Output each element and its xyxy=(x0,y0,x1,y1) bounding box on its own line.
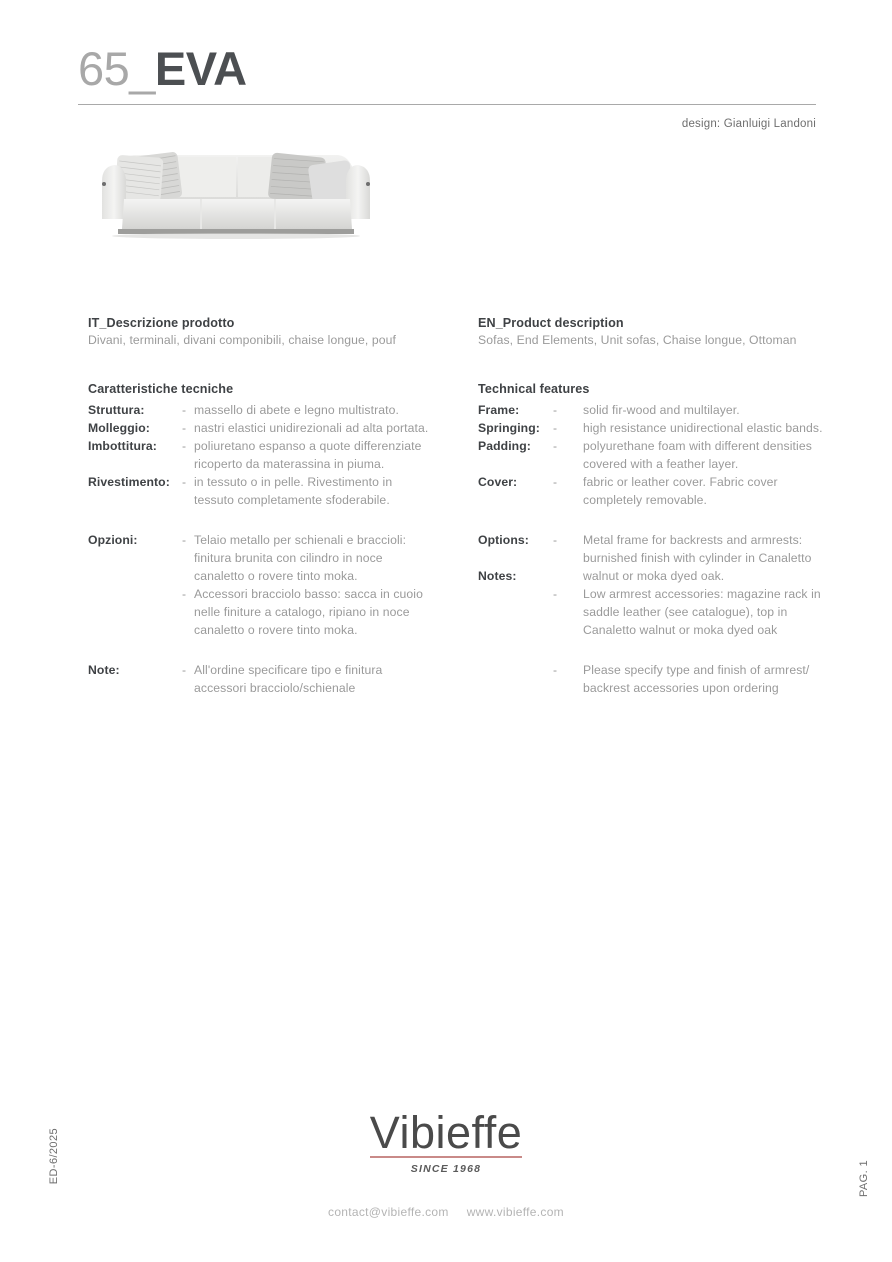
bullet-line: All'ordine specificare tipo e finitura xyxy=(194,663,383,677)
it-options-block xyxy=(88,531,460,639)
bullet-dash: - xyxy=(182,663,187,677)
bullet-dash: - xyxy=(182,587,187,601)
en-notes-body xyxy=(553,661,838,697)
logo-wordmark: Vibieffe xyxy=(369,1107,523,1158)
bullet-text xyxy=(194,661,460,697)
it-spec-dash: - xyxy=(182,403,187,417)
bullet-text xyxy=(583,531,838,585)
it-notes-block xyxy=(88,661,460,697)
it-notes-label: Note: xyxy=(88,663,120,677)
en-features-heading: Technical features xyxy=(478,382,590,396)
en-spec-dash: - xyxy=(553,403,558,417)
logo-tagline: SINCE 1968 xyxy=(410,1162,482,1175)
bullet-text xyxy=(583,585,838,639)
en-notes-label: Notes: xyxy=(478,569,517,583)
bullet-line: nelle finiture a catalogo, ripiano in noce xyxy=(194,605,410,619)
bullet-line: Canaletto walnut or moka dyed oak xyxy=(583,623,778,637)
en-options-body xyxy=(553,531,838,639)
bullet-dash: - xyxy=(553,663,558,677)
it-spec-line: tessuto completamente sfoderabile. xyxy=(194,493,390,507)
it-spec-line: massello di abete e legno multistrato. xyxy=(194,403,400,417)
en-option-bullet xyxy=(553,585,838,639)
bullet-line: canaletto o rovere tinto moka. xyxy=(194,623,358,637)
eva-sofa-image xyxy=(88,137,384,245)
en-spec-line: covered with a feather layer. xyxy=(583,457,739,471)
bullet-dash: - xyxy=(553,587,558,601)
spacer xyxy=(478,509,838,531)
en-spec-dash: - xyxy=(553,421,558,435)
spacer xyxy=(478,639,838,661)
en-section-subtitle: Sofas, End Elements, Unit sofas, Chaise longue, Ottoman xyxy=(478,333,797,347)
it-spec-row xyxy=(88,437,460,473)
bullet-line: burnished finish with cylinder in Canaletto xyxy=(583,551,812,565)
it-features-heading: Caratteristiche tecniche xyxy=(88,382,234,396)
en-spec-text xyxy=(583,473,838,509)
contact-website[interactable]: www.vibieffe.com xyxy=(466,1204,564,1219)
bullet-line: accessori bracciolo/schienale xyxy=(194,681,356,695)
en-spec-dash: - xyxy=(553,475,558,489)
en-spec-row xyxy=(478,419,838,437)
it-spec-label: Rivestimento: xyxy=(88,475,170,489)
bullet-line: canaletto o rovere tinto moka. xyxy=(194,569,358,583)
header-divider xyxy=(78,104,816,105)
it-spec-dash: - xyxy=(182,421,187,435)
bullet-dash: - xyxy=(182,533,187,547)
bullet-line: finitura brunita con cilindro in noce xyxy=(194,551,383,565)
en-spec-label: Springing: xyxy=(478,421,540,435)
spacer xyxy=(88,639,460,661)
en-spec-label: Frame: xyxy=(478,403,520,417)
bullet-line: Low armrest accessories: magazine rack in xyxy=(583,587,821,601)
bullet-line: Telaio metallo per schienali e braccioli: xyxy=(194,533,407,547)
en-spec-line: completely removable. xyxy=(583,493,708,507)
it-spec-text xyxy=(194,419,460,437)
it-spec-row xyxy=(88,473,460,509)
en-section-heading: EN_Product description xyxy=(478,316,624,330)
en-options-block xyxy=(478,531,838,639)
en-option-bullet xyxy=(553,531,838,585)
it-note-bullet xyxy=(182,661,460,697)
it-spec-line: in tessuto o in pelle. Rivestimento in xyxy=(194,475,393,489)
en-notes-block xyxy=(478,661,838,697)
it-spec-row xyxy=(88,401,460,419)
title-name: EVA xyxy=(154,42,247,95)
it-options-label: Opzioni: xyxy=(88,533,138,547)
bullet-dash: - xyxy=(553,533,558,547)
bullet-line: Please specify type and finish of armrest/ xyxy=(583,663,810,677)
spacer xyxy=(88,509,460,531)
en-spec-row xyxy=(478,473,838,509)
page-number: PAG. 1 xyxy=(858,1160,870,1198)
bullet-text xyxy=(194,585,460,639)
en-spec-line: high resistance unidirectional elastic bands. xyxy=(583,421,823,435)
designer-credit: design: Gianluigi Landoni xyxy=(681,118,816,130)
it-notes-body xyxy=(182,661,460,697)
it-notes-labels xyxy=(88,661,182,679)
it-options-body xyxy=(182,531,460,639)
en-spec-row xyxy=(478,401,838,419)
it-spec-label: Imbottitura: xyxy=(88,439,157,453)
en-options-label-spacer xyxy=(478,549,553,567)
column-italian xyxy=(88,316,460,697)
page-header xyxy=(78,40,816,105)
en-spec-row xyxy=(478,437,838,473)
en-spec-label: Padding: xyxy=(478,439,531,453)
it-option-bullet xyxy=(182,585,460,639)
contact-email[interactable]: contact@vibieffe.com xyxy=(328,1204,449,1219)
it-spec-dash: - xyxy=(182,475,187,489)
it-spec-dash: - xyxy=(182,439,187,453)
bullet-text xyxy=(583,661,838,697)
vibieffe-logo xyxy=(370,1108,522,1175)
en-options-labels xyxy=(478,531,553,585)
it-spec-text xyxy=(194,473,460,509)
bullet-line: backrest accessories upon ordering xyxy=(583,681,779,695)
en-spec-line: solid fir-wood and multilayer. xyxy=(583,403,740,417)
it-option-bullet xyxy=(182,531,460,585)
footer-contact xyxy=(0,1205,892,1219)
it-spec-text xyxy=(194,437,460,473)
en-options-label: Options: xyxy=(478,533,529,547)
column-english xyxy=(478,316,838,697)
it-section-subtitle: Divani, terminali, divani componibili, chaise longue, pouf xyxy=(88,333,396,347)
title-number: 65_ xyxy=(78,42,155,95)
en-spec-text xyxy=(583,437,838,473)
en-spec-label: Cover: xyxy=(478,475,518,489)
en-spec-dash: - xyxy=(553,439,558,453)
en-spec-text xyxy=(583,419,838,437)
it-spec-line: nastri elastici unidirezionali ad alta portata. xyxy=(194,421,429,435)
it-spec-label: Molleggio: xyxy=(88,421,150,435)
it-spec-line: poliuretano espanso a quote differenziate xyxy=(194,439,422,453)
en-spec-line: polyurethane foam with different densities xyxy=(583,439,812,453)
it-section-heading: IT_Descrizione prodotto xyxy=(88,316,235,330)
bullet-line: saddle leather (see catalogue), top in xyxy=(583,605,788,619)
page-footer xyxy=(0,1108,892,1219)
it-spec-text xyxy=(194,401,460,419)
en-note-bullet xyxy=(553,661,838,697)
en-spec-text xyxy=(583,401,838,419)
bullet-line: walnut or moka dyed oak. xyxy=(583,569,725,583)
bullet-text xyxy=(194,531,460,585)
it-options-labels xyxy=(88,531,182,549)
bullet-line: Accessori bracciolo basso: sacca in cuoio xyxy=(194,587,423,601)
edition-code: ED-6/2025 xyxy=(48,1128,60,1185)
it-spec-row xyxy=(88,419,460,437)
bullet-line: Metal frame for backrests and armrests: xyxy=(583,533,803,547)
it-spec-label: Struttura: xyxy=(88,403,145,417)
it-spec-line: ricoperto da materassina in piuma. xyxy=(194,457,385,471)
page-title xyxy=(78,40,816,98)
en-spec-line: fabric or leather cover. Fabric cover xyxy=(583,475,778,489)
